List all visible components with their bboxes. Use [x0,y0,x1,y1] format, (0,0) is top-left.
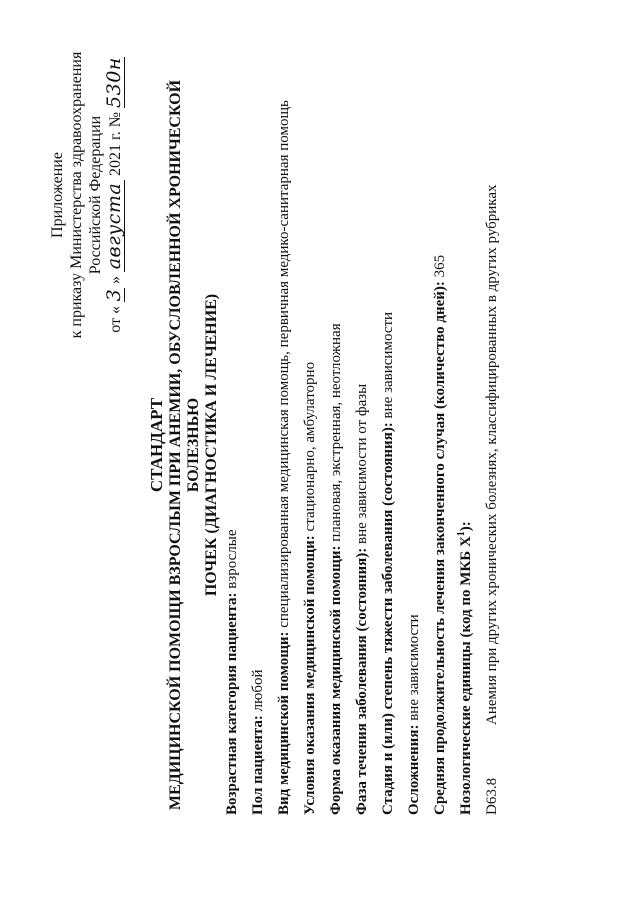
icd-entry [482,25,504,815]
date-prefix: от « [107,306,124,333]
field-label: Форма оказания медицинской помощи: [328,545,344,815]
handwritten-order-number: 530н [103,57,125,108]
date-year: 2021 г. № [107,111,124,177]
nosology-label-end: ): [458,521,474,532]
footnote-marker: 1 [456,531,467,537]
field-value: вне зависимости [406,614,422,725]
field-disease-phase [352,25,378,815]
field-care-form [326,25,352,815]
field-treatment-duration [430,25,456,815]
field-complications [404,25,430,815]
field-label: Стадия и (или) степень тяжести заболевания (состояния): [380,422,396,815]
field-label: Осложнения: [406,724,422,815]
handwritten-day: 3 [103,288,125,302]
field-label: Пол пациента: [250,715,266,815]
field-value: специализированная медицинская помощь, первичная медико-санитарная помощь [276,100,292,632]
appendix-order-line: к приказу Министерства здравоохранения [68,51,85,339]
handwritten-month: августа [105,180,125,272]
field-age-category [222,25,248,815]
icd-code: D63.8 [484,777,500,815]
title-line-2: ПОЧЕК (ДИАГНОСТИКА И ЛЕЧЕНИЕ) [203,293,220,597]
field-label: Возрастная категория пациента: [224,592,240,815]
document-title [148,45,221,845]
icd-name: Анемия при других хронических болезнях, классифицированных в других рубриках [484,184,500,725]
field-value: вне зависимости от фазы [354,383,370,548]
field-label: Фаза течения заболевания (состояния): [354,547,370,815]
appendix-country-line: Российской Федерации [87,115,104,275]
field-value: вне зависимости [380,311,396,423]
field-value: стационарно, амбулаторно [302,361,318,536]
standard-fields [222,25,504,815]
title-line-1: МЕДИЦИНСКОЙ ПОМОЩИ ВЗРОСЛЫМ ПРИ АНЕМИИ, ОБУСЛОВЛЕННОЙ ХРОНИЧЕСКОЙ БОЛЕЗНЬЮ [167,79,202,811]
field-label: Средняя продолжительность лечения законченного случая (количество дней): [432,281,448,815]
field-value: плановая, экстренная, неотложная [328,323,344,546]
nosology-heading [456,25,482,815]
field-label: Вид медицинской помощи: [276,631,292,815]
field-disease-stage [378,25,404,815]
field-label: Условия оказания медицинской помощи: [302,535,318,815]
field-value: взрослые [224,529,240,593]
field-value: 365 [432,254,448,282]
title-standard: СТАНДАРТ [147,397,166,493]
nosology-label: Нозологические единицы (код по МКБ X [458,536,474,815]
field-value: любой [250,669,266,716]
appendix-block [48,45,125,345]
field-care-conditions [300,25,326,815]
field-care-type [274,25,300,815]
appendix-date-line [105,45,125,345]
field-sex [248,25,274,815]
appendix-title: Приложение [49,152,66,238]
date-mid: » [107,276,124,285]
